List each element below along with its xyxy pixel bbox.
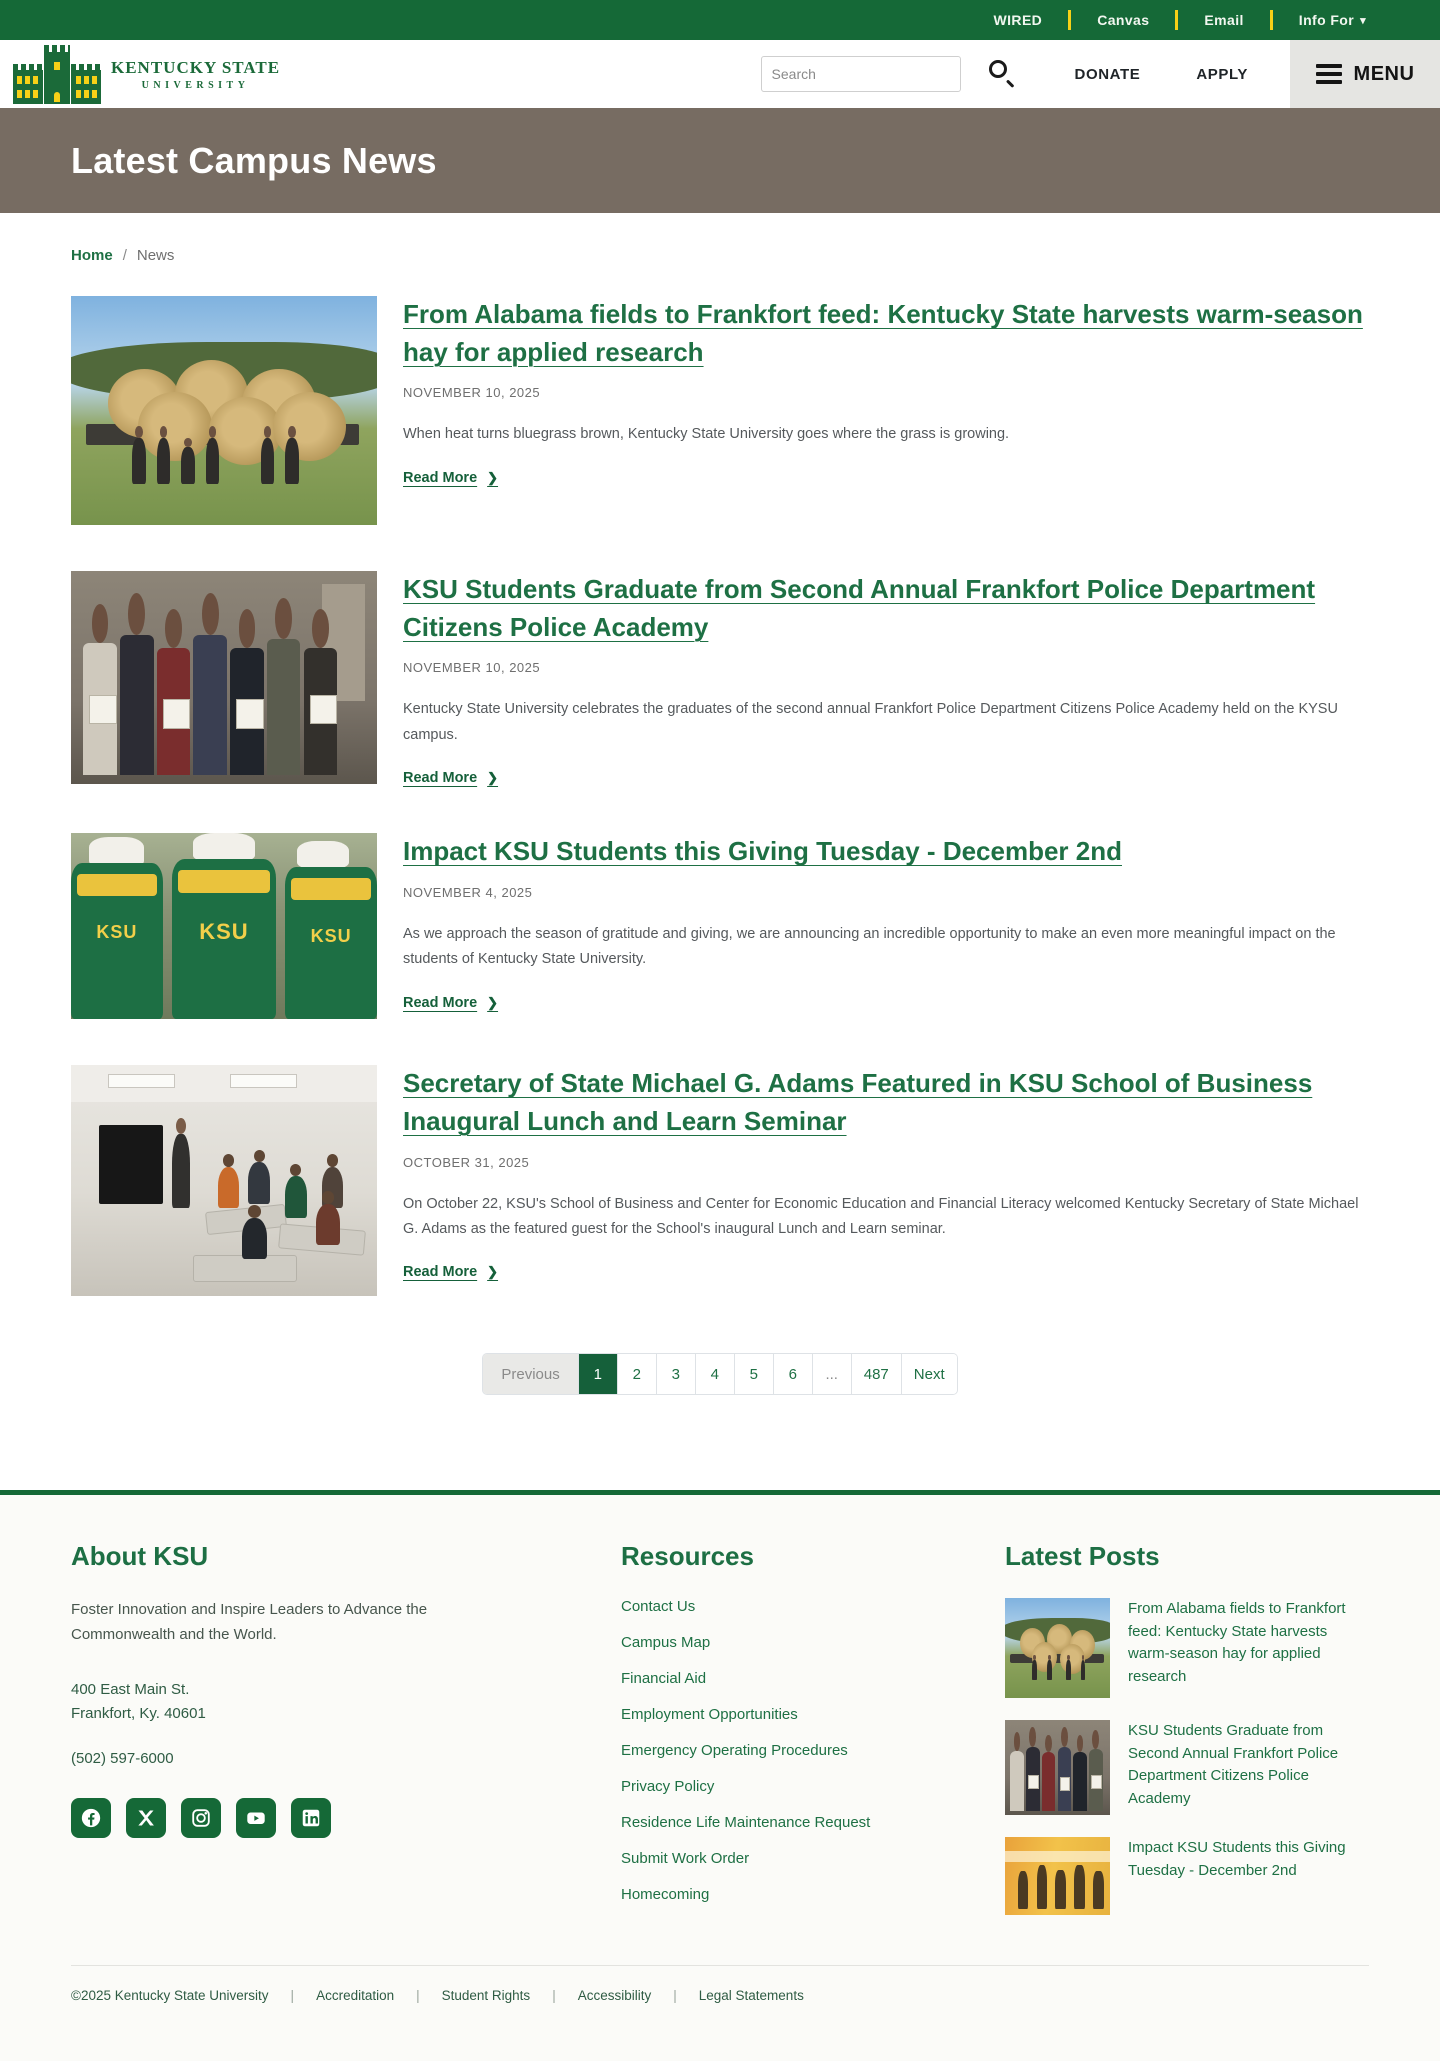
pagination-page-6[interactable]: 6 <box>774 1354 813 1394</box>
logo-wordmark: KENTUCKY STATE UNIVERSITY <box>111 57 281 91</box>
topbar-dropdown-info-for[interactable]: Info For ▾ <box>1298 12 1366 28</box>
legal-link-student-rights[interactable]: Student Rights <box>441 1988 531 2004</box>
article-excerpt: As we approach the season of gratitude and giving, we are announcing an incredible opportunity to make an even more meaningful impact on the students of Kentucky State University. <box>403 925 1336 968</box>
footer-post-thumb-giving-tuesday[interactable] <box>1005 1837 1110 1915</box>
article-excerpt: Kentucky State University celebrates the graduates of the second annual Frankfort Police Department Citizens Police Academy held on the KYSU campus. <box>403 701 1338 743</box>
footer-posts-heading: Latest Posts <box>1005 1541 1160 1572</box>
news-item <box>71 296 1369 525</box>
footer-post-thumb-police-academy[interactable] <box>1005 1720 1110 1815</box>
article-excerpt: On October 22, KSU's School of Business and Center for Economic Education and Financial Literacy welcomed Kentucky Secretary of State Michael G. Adams as the featured guest for the School's inaugural Lunch and Learn seminar. <box>403 1195 1359 1237</box>
linkedin-icon[interactable] <box>291 1798 331 1838</box>
resource-link-emergency[interactable]: Emergency Operating Procedures <box>621 1742 848 1760</box>
breadcrumb <box>71 247 1369 264</box>
phone-link[interactable]: (502) 597-6000 <box>71 1749 174 1767</box>
social-icons <box>71 1798 491 1838</box>
footer-post-title[interactable]: KSU Students Graduate from Second Annual Frankfort Police Department Citizens Police Academy <box>1128 1722 1339 1807</box>
site-header <box>0 40 1440 108</box>
pagination-page-3[interactable]: 3 <box>657 1354 696 1394</box>
article-title-link[interactable]: Secretary of State Michael G. Adams Featured in KSU School of Business Inaugural Lunch and Learn Seminar <box>403 1068 1313 1136</box>
resource-link-maintenance[interactable]: Residence Life Maintenance Request <box>621 1814 871 1832</box>
search-icon <box>989 60 1007 78</box>
article-title-link[interactable]: Impact KSU Students this Giving Tuesday - December 2nd <box>403 836 1122 867</box>
footer-about-heading: About KSU <box>71 1541 209 1572</box>
footer-about-column <box>71 1541 491 1937</box>
page-title: Latest Campus News <box>71 139 437 181</box>
breadcrumb-home[interactable]: Home <box>71 247 113 264</box>
resource-link-financial-aid[interactable]: Financial Aid <box>621 1670 707 1688</box>
topbar-link-wired[interactable]: WIRED <box>993 12 1043 28</box>
news-item <box>71 833 1369 1019</box>
topbar-link-email[interactable]: Email <box>1204 12 1244 28</box>
chevron-down-icon: ▾ <box>1360 14 1366 27</box>
copyright-text: ©2025 Kentucky State University <box>71 1988 269 2004</box>
footer-post <box>1005 1837 1369 1915</box>
address-line-1[interactable]: 400 East Main St. <box>71 1680 190 1698</box>
pagination-page-5[interactable]: 5 <box>735 1354 774 1394</box>
page-banner <box>0 108 1440 213</box>
article-date: NOVEMBER 10, 2025 <box>403 660 541 676</box>
legal-link-accessibility[interactable]: Accessibility <box>577 1988 652 2004</box>
footer-resources-column <box>621 1541 1021 1937</box>
apply-link[interactable]: APPLY <box>1196 65 1248 83</box>
topbar-link-canvas[interactable]: Canvas <box>1097 12 1150 28</box>
chevron-right-icon: ❯ <box>487 469 499 485</box>
ksu-building-icon <box>13 44 101 104</box>
mission-statement: Foster Innovation and Inspire Leaders to Advance the Commonwealth and the World. <box>71 1601 428 1643</box>
pagination-ellipsis: ... <box>813 1354 852 1394</box>
pagination-page-1[interactable]: 1 <box>579 1354 618 1394</box>
read-more-link[interactable]: Read More ❯ <box>403 994 499 1011</box>
news-item <box>71 1065 1369 1296</box>
utility-bar <box>0 0 1440 40</box>
article-title-link[interactable]: From Alabama fields to Frankfort feed: Kentucky State harvests warm-season hay for applied research <box>403 299 1363 367</box>
x-twitter-icon[interactable] <box>126 1798 166 1838</box>
resource-link-work-order[interactable]: Submit Work Order <box>621 1850 750 1868</box>
legal-bar: ©2025 Kentucky State University | Accreditation | Student Rights | Accessibility | Legal Statements <box>71 1965 1369 2037</box>
news-item <box>71 571 1369 787</box>
pagination-previous[interactable]: Previous <box>483 1354 578 1394</box>
pagination-page-4[interactable]: 4 <box>696 1354 735 1394</box>
youtube-icon[interactable] <box>236 1798 276 1838</box>
ksu-jacket-text: KSU <box>96 922 138 943</box>
chevron-right-icon: ❯ <box>487 1264 499 1280</box>
search-input[interactable] <box>761 56 961 92</box>
facebook-icon[interactable] <box>71 1798 111 1838</box>
resource-link-employment[interactable]: Employment Opportunities <box>621 1706 798 1724</box>
menu-button[interactable]: MENU <box>1290 40 1440 108</box>
pagination-next[interactable]: Next <box>902 1354 957 1394</box>
article-date: OCTOBER 31, 2025 <box>403 1154 530 1170</box>
article-image-hay-harvest[interactable] <box>71 296 377 525</box>
breadcrumb-current: News <box>136 247 175 264</box>
breadcrumb-separator: / <box>122 247 127 264</box>
footer-post <box>1005 1598 1369 1698</box>
footer-resources-heading: Resources <box>621 1541 754 1572</box>
address-line-2[interactable]: Frankfort, Ky. 40601 <box>71 1704 206 1722</box>
resource-link-campus-map[interactable]: Campus Map <box>621 1634 711 1652</box>
article-image-police-academy[interactable] <box>71 571 377 784</box>
article-date: NOVEMBER 4, 2025 <box>403 884 533 900</box>
resource-link-contact-us[interactable]: Contact Us <box>621 1598 696 1616</box>
pagination-page-2[interactable]: 2 <box>618 1354 657 1394</box>
article-image-lunch-and-learn[interactable] <box>71 1065 377 1296</box>
news-list <box>71 296 1369 1296</box>
pagination-page-487[interactable]: 487 <box>852 1354 902 1394</box>
ksu-logo[interactable] <box>13 44 280 104</box>
chevron-right-icon: ❯ <box>487 770 499 786</box>
site-footer <box>0 1490 1440 2061</box>
footer-post-title[interactable]: Impact KSU Students this Giving Tuesday - December 2nd <box>1128 1839 1346 1879</box>
footer-post-thumb-hay[interactable] <box>1005 1598 1110 1698</box>
hamburger-icon <box>1316 64 1342 84</box>
read-more-link[interactable]: Read More ❯ <box>403 469 499 486</box>
footer-latest-posts-column <box>1005 1541 1369 1937</box>
instagram-icon[interactable] <box>181 1798 221 1838</box>
footer-post <box>1005 1720 1369 1815</box>
read-more-link[interactable]: Read More ❯ <box>403 1264 499 1281</box>
resource-link-privacy[interactable]: Privacy Policy <box>621 1778 715 1796</box>
read-more-link[interactable]: Read More ❯ <box>403 770 499 787</box>
article-image-giving-tuesday[interactable]: KSU KSU KSU <box>71 833 377 1019</box>
search-button[interactable] <box>985 57 1019 91</box>
resource-link-homecoming[interactable]: Homecoming <box>621 1886 710 1904</box>
legal-link-legal-statements[interactable]: Legal Statements <box>698 1988 804 2004</box>
chevron-right-icon: ❯ <box>487 994 499 1010</box>
article-title-link[interactable]: KSU Students Graduate from Second Annual Frankfort Police Department Citizens Police Academy <box>403 574 1316 642</box>
pagination <box>71 1354 1369 1394</box>
footer-post-title[interactable]: From Alabama fields to Frankfort feed: Kentucky State harvests warm-season hay for applied research <box>1128 1600 1346 1685</box>
article-excerpt: When heat turns bluegrass brown, Kentucky State University goes where the grass is growing. <box>403 426 1010 443</box>
donate-link[interactable]: DONATE <box>1074 65 1141 83</box>
article-date: NOVEMBER 10, 2025 <box>403 385 541 401</box>
legal-link-accreditation[interactable]: Accreditation <box>316 1988 395 2004</box>
